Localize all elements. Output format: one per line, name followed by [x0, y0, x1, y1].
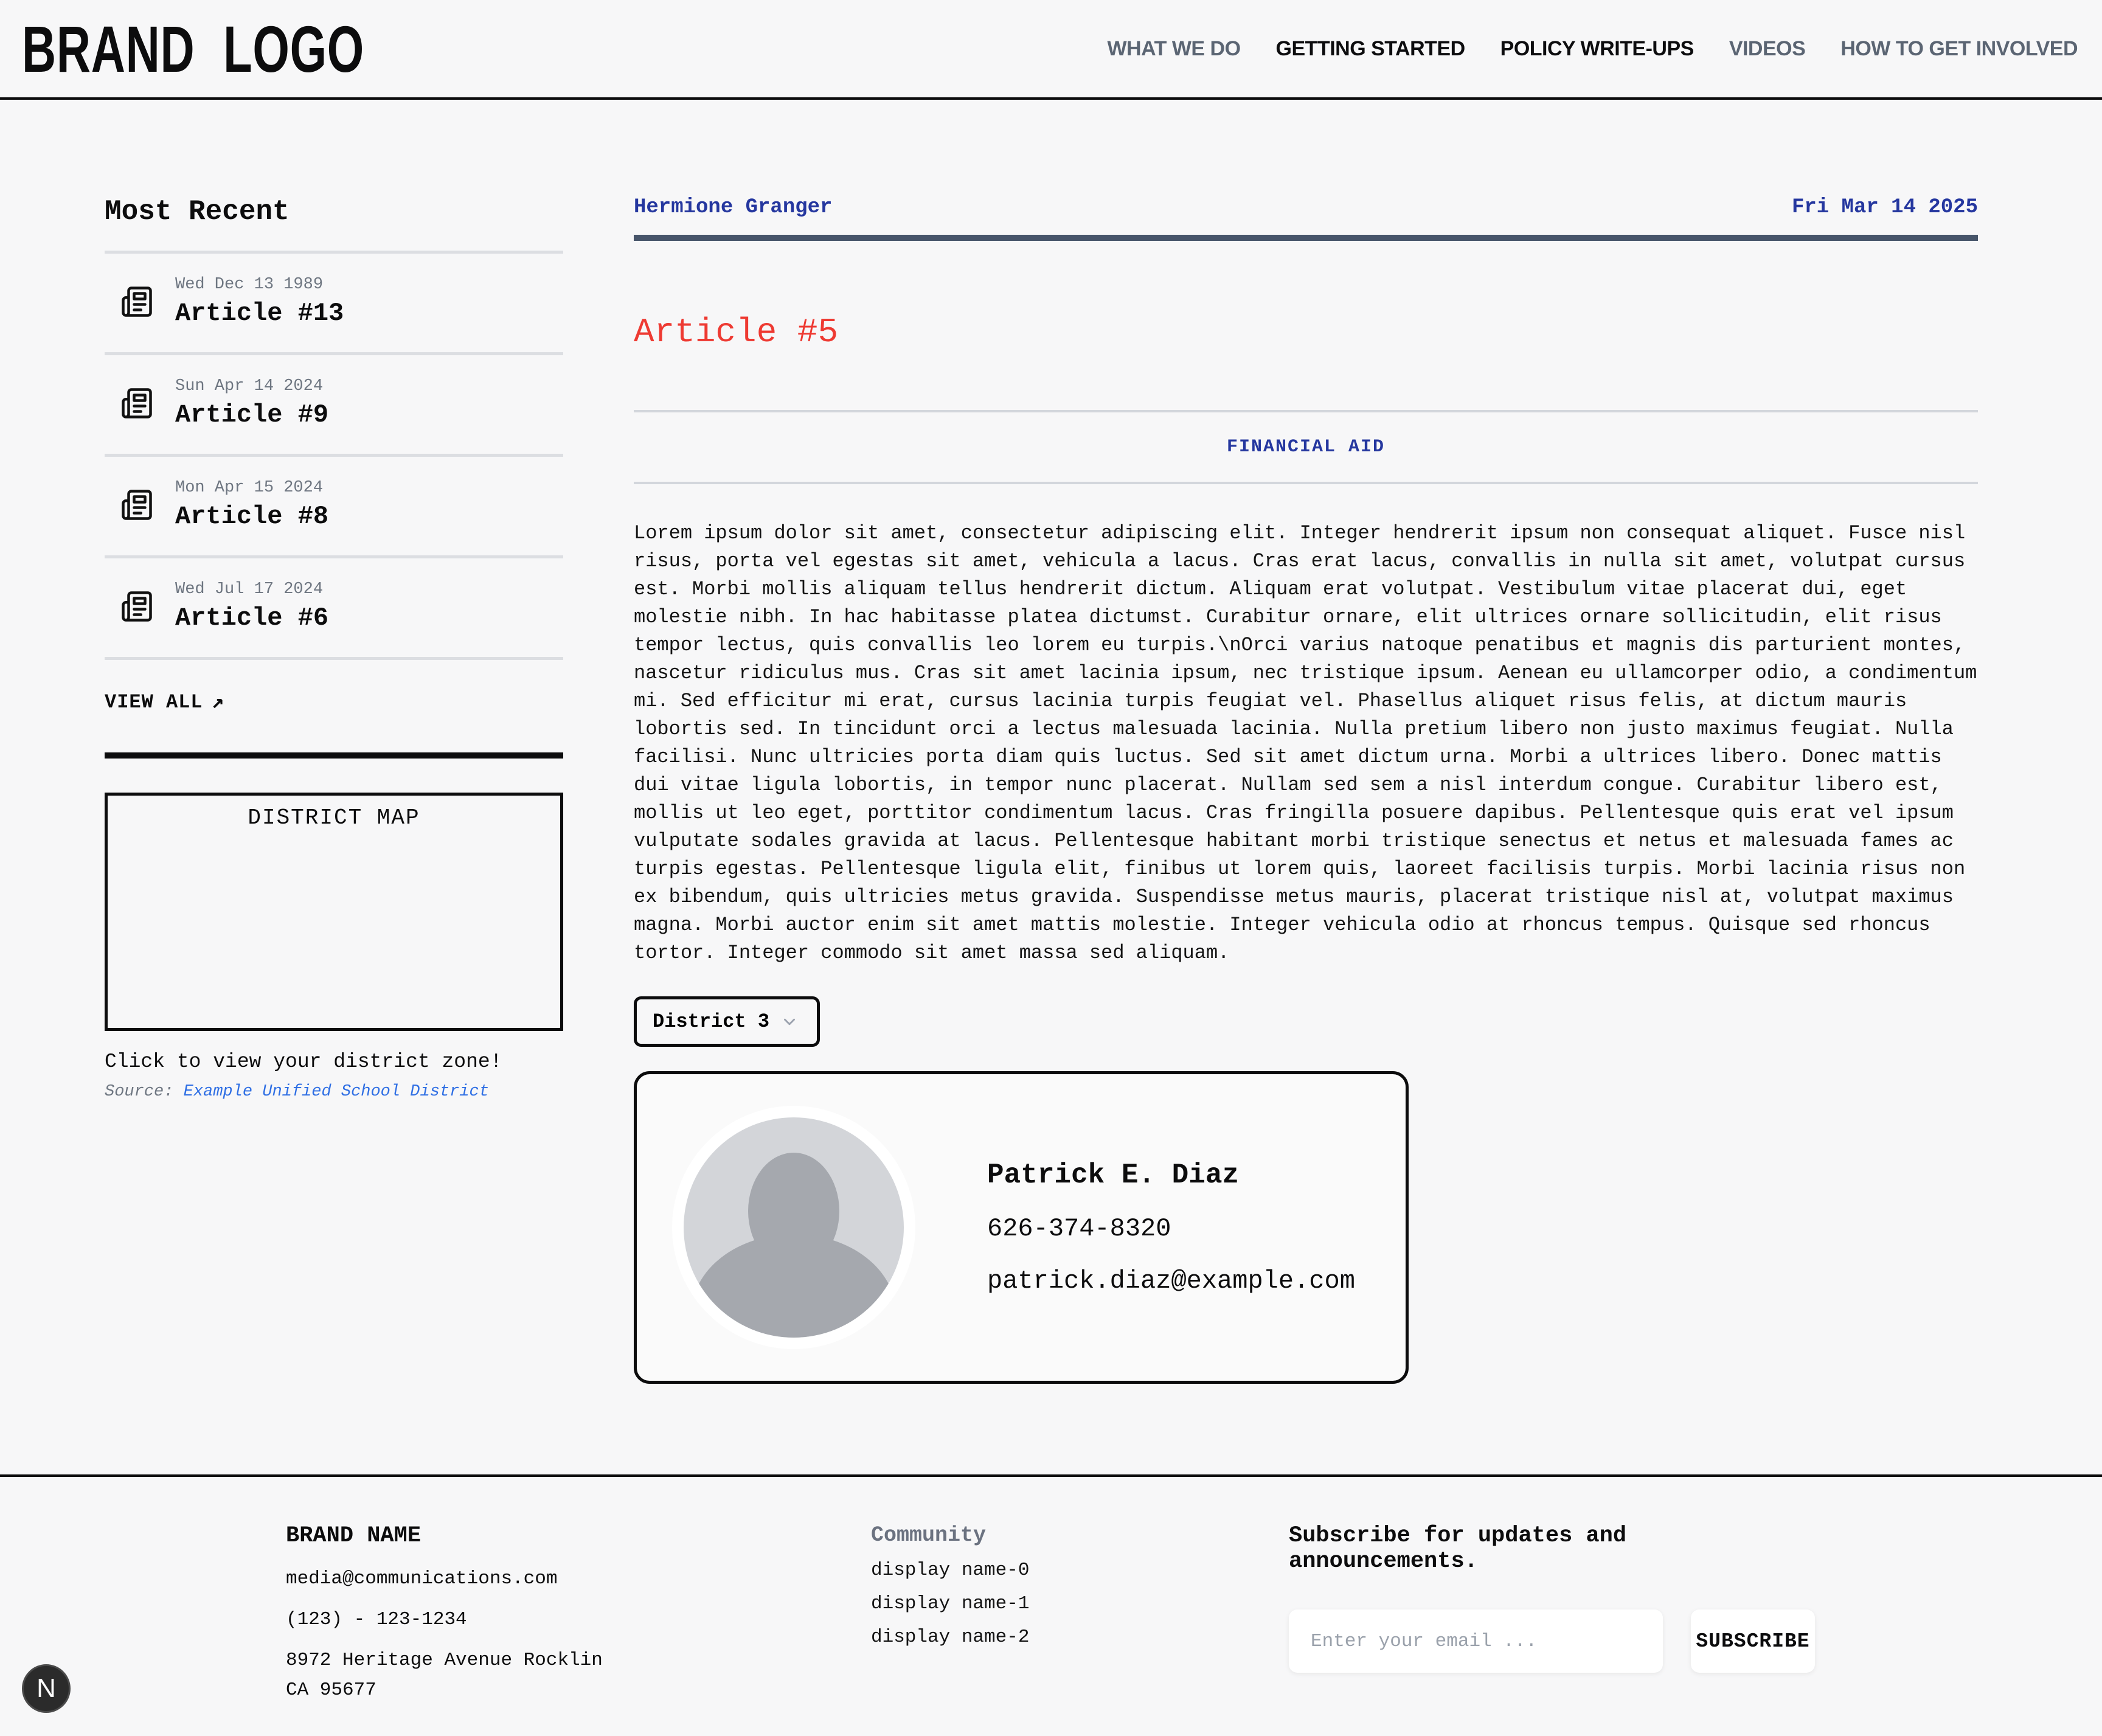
source-link[interactable]: Example Unified School District	[183, 1083, 489, 1101]
nav-item-what-we-do[interactable]: WHAT WE DO	[1107, 36, 1241, 60]
article-author: Hermione Granger	[634, 196, 833, 219]
recent-article-item[interactable]	[105, 457, 563, 555]
article-main	[634, 196, 1978, 1384]
category-label: FINANCIAL AID	[1226, 437, 1386, 457]
recent-article-title: Article #9	[175, 400, 329, 429]
district-map[interactable]	[105, 793, 563, 1031]
subscribe-button[interactable]: SUBSCRIBE	[1691, 1609, 1815, 1673]
community-link[interactable]: display name-0	[871, 1560, 1030, 1581]
view-all-label: VIEW ALL	[105, 690, 203, 713]
sidebar	[105, 196, 563, 1101]
category-band	[634, 410, 1978, 484]
arrow-up-right-icon: ↗	[211, 692, 225, 715]
nav-item-how-to-get-involved[interactable]: HOW TO GET INVOLVED	[1840, 36, 2078, 60]
map-caption: Click to view your district zone!	[105, 1050, 502, 1073]
main-nav	[1107, 37, 2078, 61]
source-line	[105, 1083, 563, 1101]
community-link[interactable]: display name-1	[871, 1593, 1030, 1614]
avatar	[672, 1106, 915, 1349]
site-footer	[0, 1474, 2102, 1736]
recent-article-item[interactable]	[105, 355, 563, 454]
recent-article-date: Wed Jul 17 2024	[175, 580, 324, 599]
recent-article-date: Mon Apr 15 2024	[175, 479, 324, 497]
contact-phone: 626-374-8320	[987, 1214, 1171, 1243]
district-select[interactable]	[634, 996, 820, 1047]
nextjs-logo-icon: N	[36, 1673, 56, 1703]
newspaper-icon	[120, 387, 153, 420]
recent-article-title: Article #6	[175, 603, 329, 633]
newspaper-icon	[120, 488, 153, 521]
view-all-link[interactable]	[105, 689, 224, 715]
source-label: Source:	[105, 1083, 174, 1101]
contact-card	[634, 1071, 1409, 1384]
recent-article-title: Article #13	[175, 299, 344, 328]
district-map-label: DISTRICT MAP	[248, 805, 420, 830]
footer-email: media@communications.com	[286, 1568, 558, 1589]
nav-item-videos[interactable]: VIDEOS	[1729, 36, 1806, 60]
newspaper-icon	[120, 285, 153, 318]
footer-address-line1: 8972 Heritage Avenue Rocklin	[286, 1650, 603, 1671]
article-header	[634, 196, 1978, 219]
community-title: Community	[871, 1523, 987, 1547]
recent-article-title: Article #8	[175, 502, 329, 531]
nav-item-policy-write-ups[interactable]: POLICY WRITE-UPS	[1500, 36, 1694, 60]
article-title: Article #5	[634, 313, 839, 352]
subscribe-title: Subscribe for updates and announcements.	[1289, 1523, 1627, 1574]
footer-brand-name: BRAND NAME	[286, 1523, 421, 1549]
footer-brand-column	[286, 1523, 871, 1701]
footer-phone: (123) - 123-1234	[286, 1609, 467, 1630]
email-input[interactable]	[1289, 1609, 1663, 1673]
page-content	[0, 100, 2102, 1384]
footer-community-column	[871, 1523, 1289, 1701]
recent-article-item[interactable]	[105, 558, 563, 657]
recent-article-date: Sun Apr 14 2024	[175, 377, 324, 395]
newspaper-icon	[120, 590, 153, 623]
nav-item-getting-started[interactable]: GETTING STARTED	[1275, 36, 1465, 60]
avatar-placeholder-icon	[684, 1117, 904, 1338]
brand-logo[interactable]: BRAND LOGO	[22, 12, 365, 86]
recent-article-date: Wed Dec 13 1989	[175, 276, 324, 294]
divider	[634, 235, 1978, 241]
chevron-down-icon	[780, 1013, 799, 1031]
divider	[105, 752, 563, 759]
divider	[105, 657, 563, 660]
sidebar-title: Most Recent	[105, 196, 290, 227]
footer-subscribe-column	[1289, 1523, 1816, 1701]
article-date: Fri Mar 14 2025	[1791, 196, 1978, 219]
contact-name: Patrick E. Diaz	[987, 1159, 1240, 1191]
article-body: Lorem ipsum dolor sit amet, consectetur adipiscing elit. Integer hendrerit ipsum non consequat aliquet. Fusce nisl risus, porta vel egestas sit amet, vehicula a lacus. Cras erat lacus, convallis in nulla sit amet, volutpat cursus est. Morbi mollis aliquam tellus hendrerit dictum. Aliquam erat volutpat. Vestibulum vitae placerat dui, eget molestie nibh. In hac habitasse platea dictumst. Curabitur ornare, elit ultrices ornare sollicitudin, elit risus tempor lectus, quis convallis leo lorem eu turpis.\nOrci varius natoque penatibus et magnis dis parturient montes, nascetur ridiculus mus. Cras sit amet lacinia ipsum, nec tristique ipsum. Aenean eu ullamcorper odio, a condimentum mi. Sed efficitur mi erat, cursus lacinia turpis feugiat vel. Phasellus aliquet risus felis, at dictum mauris lobortis sed. In tincidunt orci a lectus malesuada lacinia. Nulla pretium libero non justo maximus feugiat. Nulla facilisi. Nunc ultricies porta diam quis luctus. Sed sit amet dictum urna. Morbi a ultrices libero. Donec mattis dui vitae ligula lobortis, in tempor nunc placerat. Nullam sed sem a nisl interdum congue. Curabitur libero est, mollis ut leo eget, porttitor condimentum lacus. Cras fringilla posuere dapibus. Pellentesque quis erat vel ipsum vulputate sodales gravida at lacus. Pellentesque habitant morbi tristique senectus et netus et malesuada fames ac turpis egestas. Pellentesque ligula elit, finibus ut lorem quis, laoreet facilisis turpis. Morbi lacinia risus non ex bibendum, quis ultricies metus gravida. Suspendisse metus mauris, placerat tristique nisl at, volutpat maximus magna. Morbi auctor enim sit amet mattis molestie. Integer vehicula odio at rhoncus tempus. Quisque sed rhoncus tortor. Integer commodo sit amet massa sed aliquam.	[634, 522, 1977, 964]
district-select-value: District 3	[653, 1010, 770, 1033]
site-header	[0, 0, 2102, 100]
recent-article-item[interactable]	[105, 254, 563, 352]
community-link[interactable]: display name-2	[871, 1627, 1030, 1648]
contact-email: patrick.diaz@example.com	[987, 1266, 1355, 1296]
nextjs-dev-button[interactable]	[22, 1664, 71, 1713]
contact-info	[987, 1159, 1355, 1296]
footer-address-line2: CA 95677	[286, 1679, 376, 1701]
